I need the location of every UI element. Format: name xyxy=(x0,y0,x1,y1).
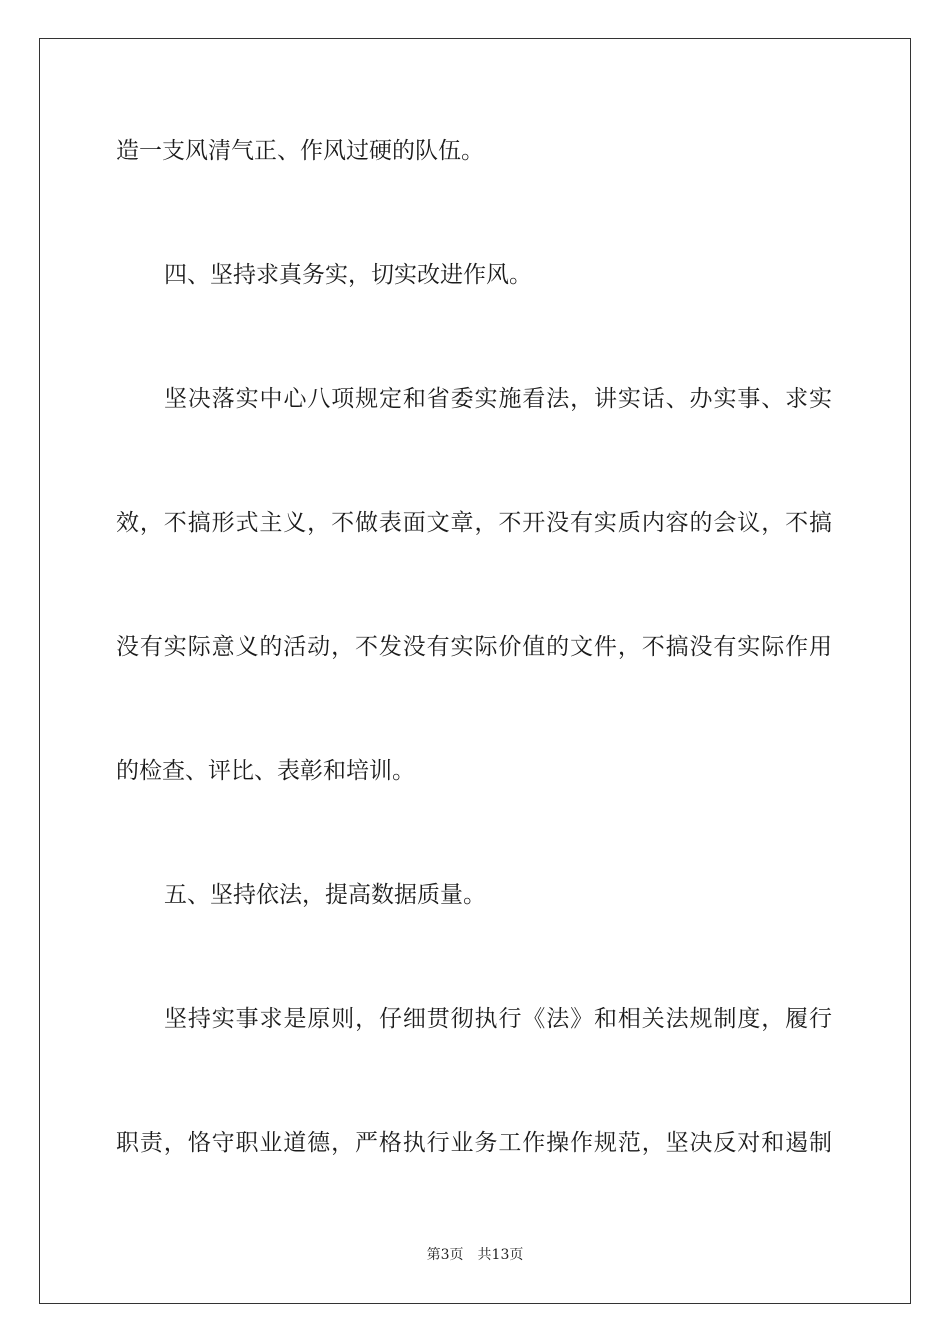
paragraph-line: 坚持实事求是原则，仔细贯彻执行《法》和相关法规制度，履行 xyxy=(164,1006,832,1032)
section-heading: 四、坚持求真务实，切实改进作风。 xyxy=(164,262,532,288)
page-total: 共13页 xyxy=(477,1247,524,1263)
paragraph-line: 的检查、评比、表彰和培训。 xyxy=(116,758,415,784)
paragraph-line: 造一支风清气正、作风过硬的队伍。 xyxy=(116,138,484,164)
page-border xyxy=(39,38,911,1304)
paragraph-line: 职责，恪守职业道德，严格执行业务工作操作规范，坚决反对和遏制 xyxy=(116,1130,832,1156)
page-footer xyxy=(0,1245,950,1265)
paragraph-line: 坚决落实中心八项规定和省委实施看法，讲实话、办实事、求实 xyxy=(164,386,832,412)
paragraph-line: 没有实际意义的活动，不发没有实际价值的文件，不搞没有实际作用 xyxy=(116,634,832,660)
paragraph-line: 效，不搞形式主义，不做表面文章，不开没有实质内容的会议，不搞 xyxy=(116,510,832,536)
page-number: 第3页 xyxy=(426,1247,464,1263)
section-heading: 五、坚持依法，提高数据质量。 xyxy=(164,882,486,908)
